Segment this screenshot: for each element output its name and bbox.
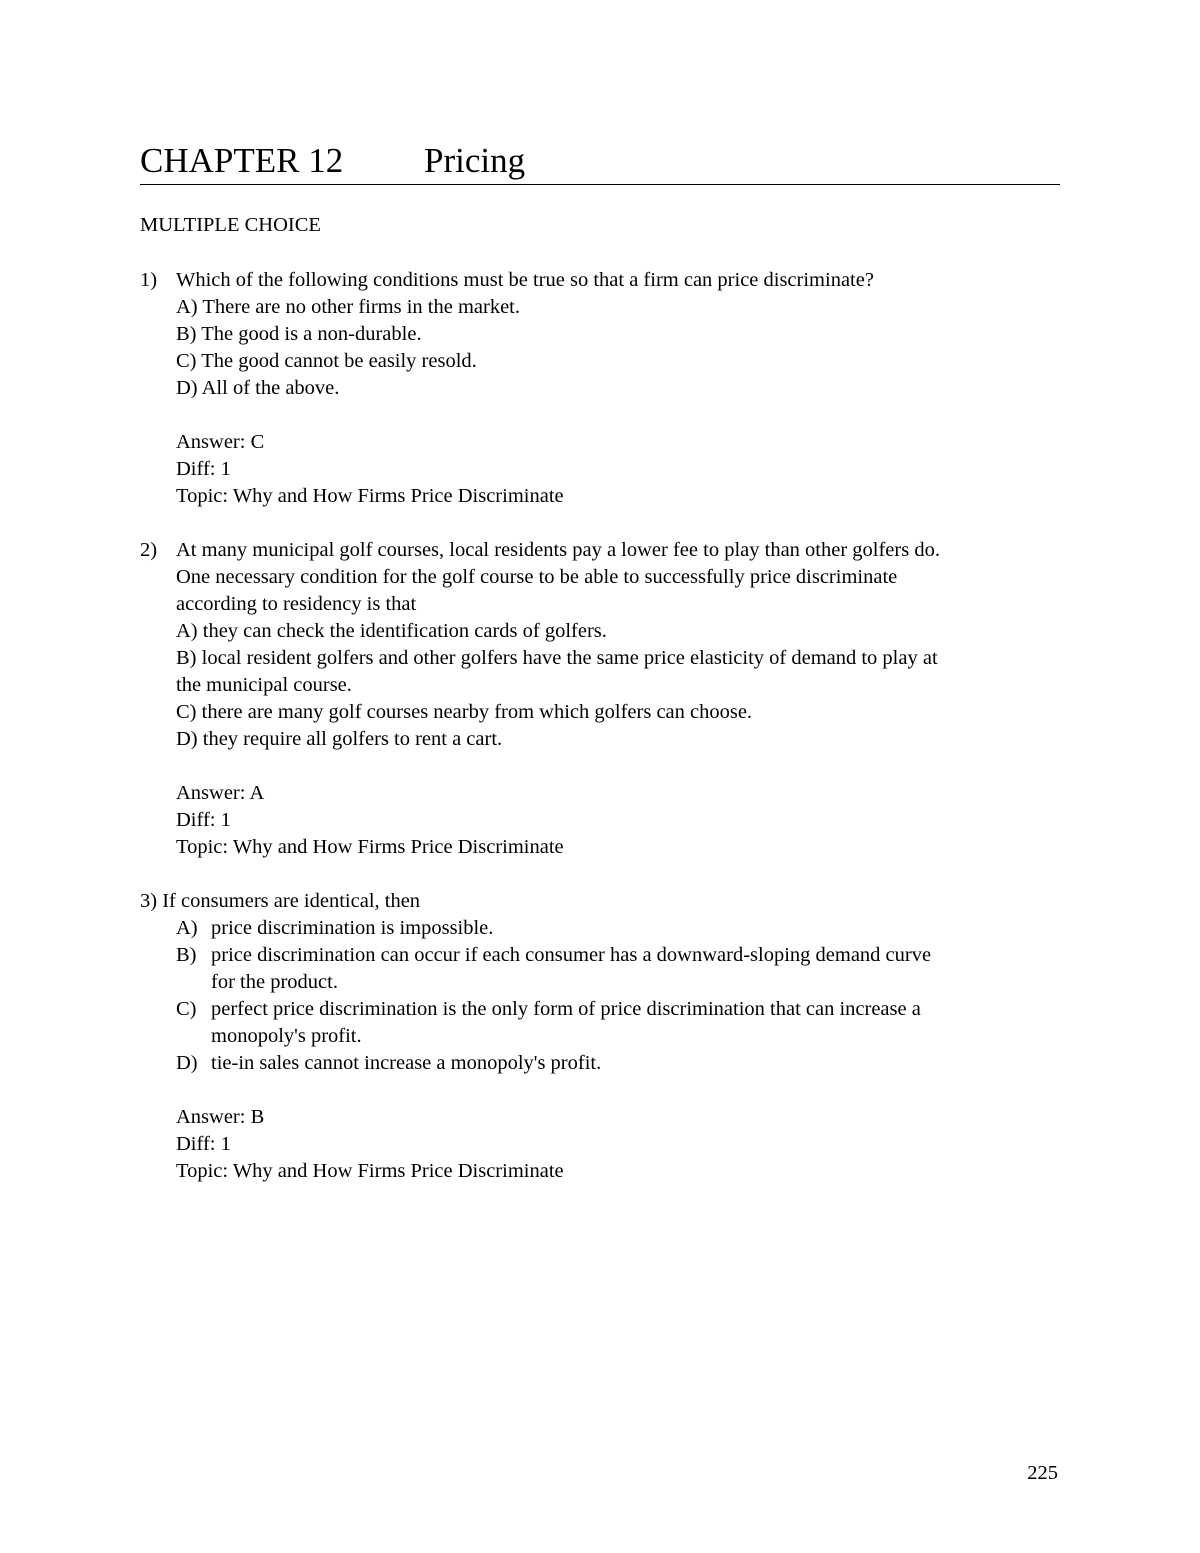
question-stem-text: Which of the following conditions must be true so that a firm can price discriminate? [176, 269, 874, 291]
question-stem-text: One necessary condition for the golf course to be able to successfully price discriminate [176, 566, 898, 588]
question-stem [140, 537, 1060, 564]
choice-text: for the product. [211, 971, 338, 993]
choice-text: price discrimination is impossible. [211, 917, 494, 939]
topic: Topic: Why and How Firms Price Discriminate [176, 836, 564, 858]
question-stem [140, 267, 1060, 294]
answer-choice [140, 942, 1060, 969]
question-number: 1) [140, 269, 158, 291]
choice-letter: B) [176, 944, 197, 966]
chapter-title: Pricing [424, 141, 526, 180]
question-number: 2) [140, 539, 158, 561]
answer-choice [140, 996, 1060, 1023]
answer-key: Answer: C [176, 431, 265, 453]
choice-text: perfect price discrimination is the only form of price discrimination that can increase a [211, 998, 921, 1020]
section-label: MULTIPLE CHOICE [140, 214, 321, 236]
question-stem-text: At many municipal golf courses, local residents pay a lower fee to play than other golfers do. [176, 539, 940, 561]
answer-choice-continuation [140, 969, 1060, 996]
answer-choice: D) All of the above. [176, 377, 340, 399]
answer-choice: A) There are no other firms in the market. [176, 296, 521, 318]
difficulty: Diff: 1 [176, 809, 231, 831]
choice-text: tie-in sales cannot increase a monopoly's profit. [211, 1052, 602, 1074]
difficulty: Diff: 1 [176, 1133, 231, 1155]
answer-choice [140, 1050, 1060, 1077]
answer-key: Answer: A [176, 782, 265, 804]
answer-choice: B) local resident golfers and other golfers have the same price elasticity of demand to play at [176, 647, 938, 669]
choice-letter: D) [176, 1052, 198, 1074]
choice-letter: C) [176, 998, 197, 1020]
chapter-header [140, 138, 1060, 185]
answer-choice-continuation [140, 1023, 1060, 1050]
question-1 [140, 267, 1060, 510]
topic: Topic: Why and How Firms Price Discriminate [176, 1160, 564, 1182]
chapter-number: CHAPTER 12 [140, 141, 344, 180]
question-stem: 3) If consumers are identical, then [140, 890, 421, 912]
question-2 [140, 537, 1060, 861]
choice-text: monopoly's profit. [211, 1025, 362, 1047]
answer-choice [140, 915, 1060, 942]
answer-choice: B) The good is a non-durable. [176, 323, 422, 345]
question-3 [140, 888, 1060, 1185]
answer-choice: A) they can check the identification cards of golfers. [176, 620, 607, 642]
topic: Topic: Why and How Firms Price Discriminate [176, 485, 564, 507]
page-number: 225 [1027, 1462, 1058, 1484]
answer-choice: C) there are many golf courses nearby from which golfers can choose. [176, 701, 753, 723]
choice-letter: A) [176, 917, 198, 939]
answer-key: Answer: B [176, 1106, 265, 1128]
question-stem-text: according to residency is that [176, 593, 417, 615]
choice-text: price discrimination can occur if each consumer has a downward-sloping demand curve [211, 944, 932, 966]
answer-choice: D) they require all golfers to rent a cart. [176, 728, 503, 750]
answer-choice-continuation: the municipal course. [176, 674, 352, 696]
answer-choice: C) The good cannot be easily resold. [176, 350, 477, 372]
difficulty: Diff: 1 [176, 458, 231, 480]
